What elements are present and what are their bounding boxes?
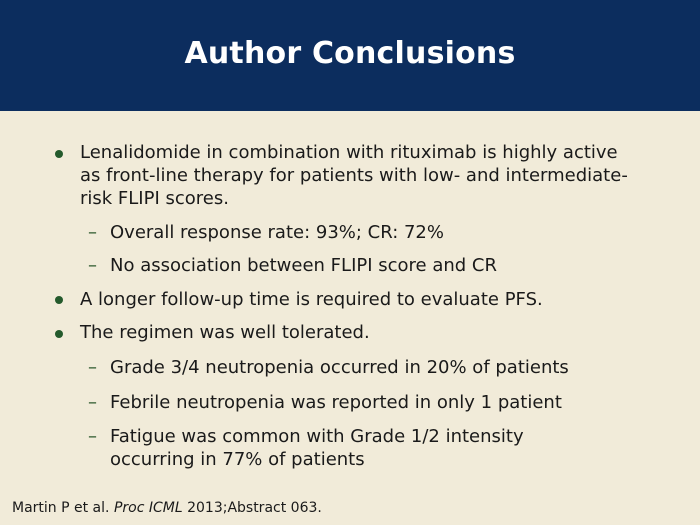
citation-details: 2013;Abstract 063. <box>187 500 322 516</box>
dash-icon: – <box>88 255 97 276</box>
bullet-icon <box>55 330 63 338</box>
bullet-3-sub-2: Febrile neutropenia was reported in only 1 patient <box>110 392 562 413</box>
citation <box>12 500 322 516</box>
bullet-icon <box>55 150 63 158</box>
dash-icon: – <box>88 392 97 413</box>
bullet-3-sub-1: Grade 3/4 neutropenia occurred in 20% of patients <box>110 357 569 378</box>
bullet-3-sub-3: Fatigue was common with Grade 1/2 intensity occurring in 77% of patients <box>110 426 524 470</box>
bullet-1-sub-2: No association between FLIPI score and CR <box>110 255 498 276</box>
citation-journal: Proc ICML <box>113 500 183 516</box>
bullet-1-text: Lenalidomide in combination with rituximab is highly active as front-line therapy for patients with low- and intermediate-risk FLIPI scores. <box>80 142 628 209</box>
bullet-icon <box>55 296 63 304</box>
slide-title: Author Conclusions <box>184 36 516 71</box>
dash-icon: – <box>88 426 97 447</box>
bullet-3-text: The regimen was well tolerated. <box>80 322 370 343</box>
citation-authors: Martin P et al. <box>12 500 110 516</box>
bullet-2-text: A longer follow-up time is required to evaluate PFS. <box>80 289 543 310</box>
bullet-1-sub-1: Overall response rate: 93%; CR: 72% <box>110 222 444 243</box>
dash-icon: – <box>88 357 97 378</box>
dash-icon: – <box>88 222 97 243</box>
